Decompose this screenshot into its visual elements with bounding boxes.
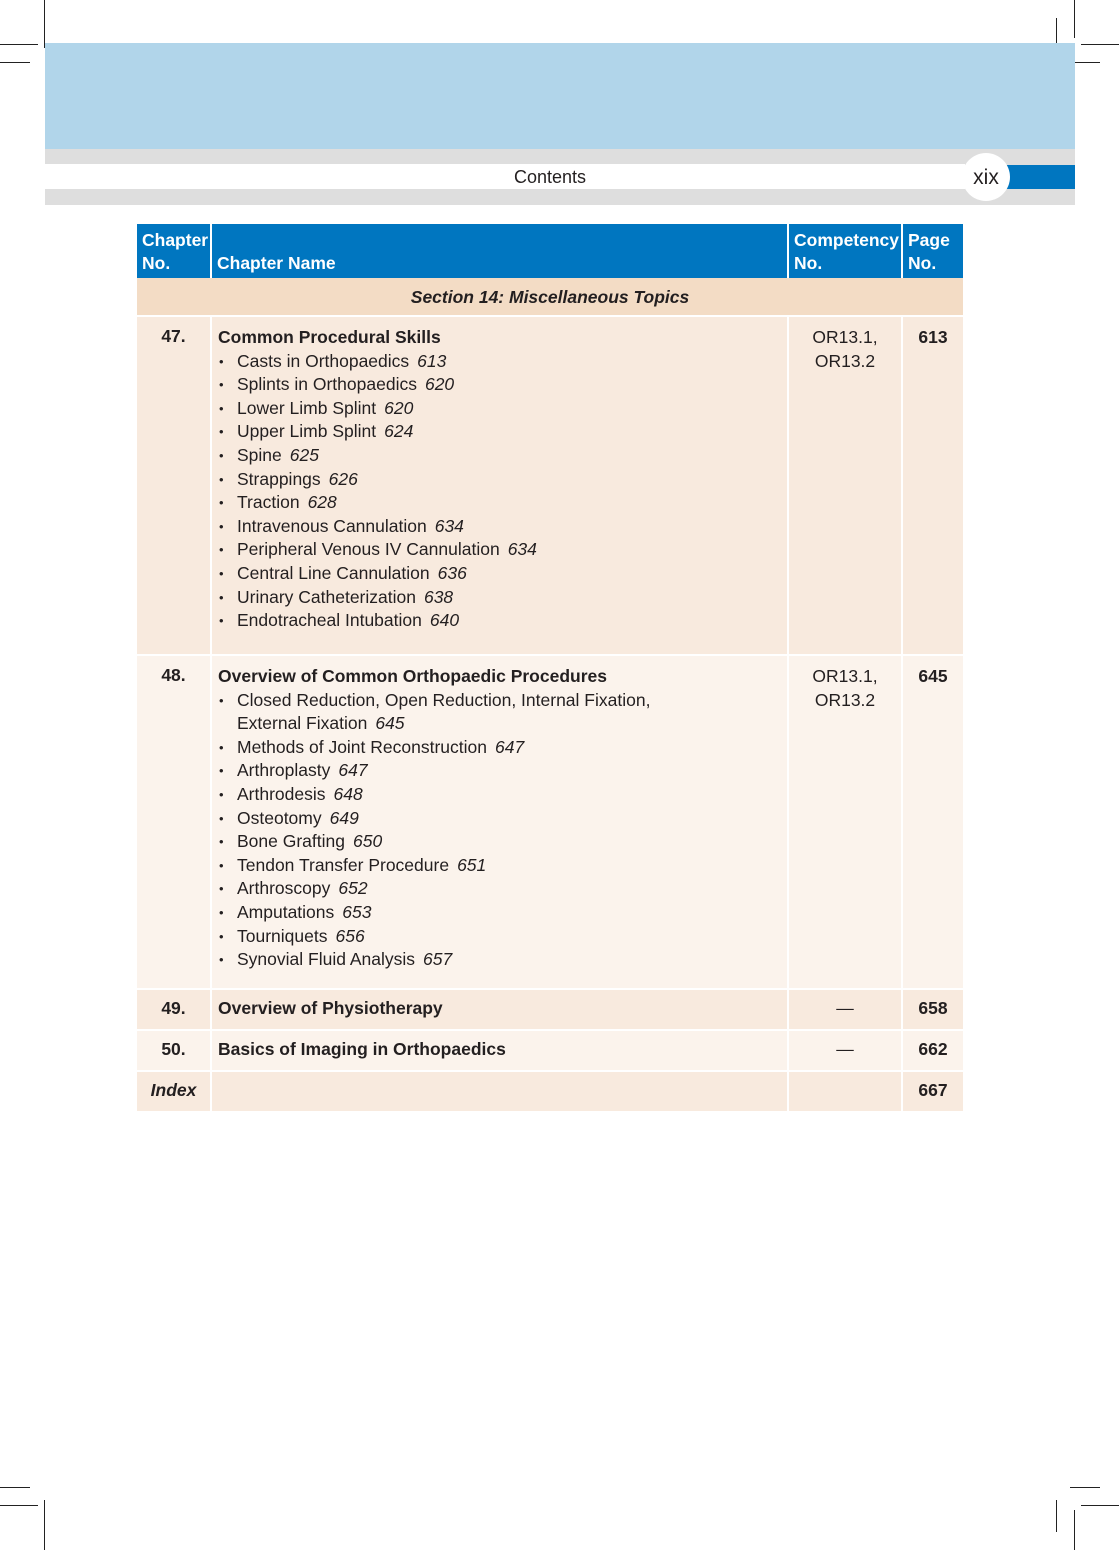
list-item xyxy=(218,420,787,444)
list-item xyxy=(218,397,787,421)
topic-name: Arthrodesis xyxy=(237,783,326,804)
competency-code: OR13.2 xyxy=(814,689,876,710)
list-item xyxy=(218,350,787,374)
topic-list xyxy=(218,350,787,633)
list-item xyxy=(218,491,787,515)
list-item xyxy=(218,689,787,736)
topic-page: 628 xyxy=(307,492,337,513)
topic-page: 651 xyxy=(457,854,487,875)
list-item xyxy=(218,783,787,807)
topic-page: 648 xyxy=(333,783,363,804)
crop-mark xyxy=(0,44,38,45)
table-row xyxy=(137,1029,963,1070)
topic-name: Amputations xyxy=(237,901,335,922)
topic-name: Lower Limb Splint xyxy=(237,397,377,418)
header-text: No. xyxy=(142,253,171,273)
section-title: Section 14: Miscellaneous Topics xyxy=(137,278,963,317)
topic-page: 613 xyxy=(417,350,447,371)
competency-code: OR13.1, xyxy=(812,327,878,347)
list-item xyxy=(218,830,787,854)
topic-page: 657 xyxy=(423,949,453,970)
chapter-number: 49. xyxy=(137,990,212,1029)
topic-page: 634 xyxy=(434,515,464,536)
topic-page: 638 xyxy=(423,586,454,607)
page-number: xix xyxy=(962,153,1010,201)
topic-name: Bone Grafting xyxy=(237,831,345,852)
topic-name: Tendon Transfer Procedure xyxy=(237,854,450,875)
list-item xyxy=(218,948,787,972)
list-item xyxy=(218,373,787,397)
chapter-page xyxy=(903,656,963,988)
list-item xyxy=(218,515,787,539)
empty-cell xyxy=(212,1072,789,1111)
header-text: Competency xyxy=(794,230,900,250)
chapter-page: 662 xyxy=(918,1039,948,1059)
list-item xyxy=(218,562,787,586)
header-text: Chapter Name xyxy=(217,253,336,273)
topic-page: 634 xyxy=(507,539,537,560)
list-item xyxy=(218,736,787,760)
topic-page: 652 xyxy=(338,878,368,899)
crop-mark xyxy=(0,1505,38,1506)
crop-mark xyxy=(1074,1510,1075,1550)
table-row xyxy=(137,988,963,1029)
competency-cell xyxy=(789,317,903,654)
chapter-page: 658 xyxy=(918,998,948,1018)
header-band xyxy=(45,43,1075,149)
index-label: Index xyxy=(137,1072,212,1111)
topic-page: 636 xyxy=(437,562,467,583)
list-item xyxy=(218,877,787,901)
topic-page: 649 xyxy=(329,807,359,828)
topic-name: Spine xyxy=(237,444,282,465)
topic-page: 626 xyxy=(328,468,358,489)
list-item xyxy=(218,925,787,949)
topic-name: Central Line Cannulation xyxy=(237,562,430,583)
page-number-text: 645 xyxy=(918,666,948,686)
column-header-chapter-no xyxy=(137,224,212,278)
topic-name: • Closed Reduction, Open Reduction, Internal Fixation, xyxy=(237,689,651,710)
crop-mark xyxy=(1081,44,1119,45)
topic-name: Urinary Catheterization xyxy=(237,586,416,607)
running-title: Contents xyxy=(513,167,587,187)
topic-name: Synovial Fluid Analysis xyxy=(237,949,415,970)
topic-page: 640 xyxy=(429,610,460,631)
topic-page: 647 xyxy=(338,760,368,781)
topic-page: 645 xyxy=(375,713,405,734)
crop-mark xyxy=(44,1500,45,1550)
topic-name: Traction xyxy=(237,492,300,513)
column-header-page xyxy=(903,224,963,278)
list-item xyxy=(218,759,787,783)
topic-list xyxy=(218,689,787,972)
topic-page: 656 xyxy=(335,925,365,946)
header-text: No. xyxy=(794,253,823,273)
index-row xyxy=(137,1070,963,1111)
crop-mark xyxy=(0,1487,30,1488)
crop-mark xyxy=(1074,0,1075,38)
topic-name: Strappings xyxy=(237,468,321,489)
header-text: Page xyxy=(908,230,950,250)
topic-page: 625 xyxy=(289,444,319,465)
empty-cell xyxy=(789,1072,903,1111)
index-page: 667 xyxy=(918,1080,948,1100)
list-item xyxy=(218,901,787,925)
list-item xyxy=(218,609,787,633)
chapter-title: Overview of Common Orthopaedic Procedures xyxy=(218,666,607,686)
topic-name: Methods of Joint Reconstruction xyxy=(237,736,487,757)
competency-code: OR13.1, xyxy=(812,666,878,686)
crop-mark xyxy=(44,0,45,48)
topic-name: Osteotomy xyxy=(237,807,322,828)
topic-page: 650 xyxy=(352,831,383,852)
table-header-row xyxy=(137,224,963,278)
contents-table xyxy=(137,224,963,1111)
topic-name: Intravenous Cannulation xyxy=(237,515,427,536)
topic-name: Splints in Orthopaedics xyxy=(237,374,417,395)
topic-name: Arthroplasty xyxy=(237,760,331,781)
list-item xyxy=(218,854,787,878)
topic-name: Peripheral Venous IV Cannulation xyxy=(237,539,500,560)
column-header-chapter-name xyxy=(212,224,789,278)
table-row xyxy=(137,654,963,988)
column-header-competency xyxy=(789,224,903,278)
topic-page: 624 xyxy=(384,421,414,442)
competency-dash: — xyxy=(789,1031,903,1070)
topic-name: External Fixation xyxy=(237,713,368,734)
competency-dash: — xyxy=(789,990,903,1029)
competency-code: OR13.2 xyxy=(814,350,876,371)
topic-name: Upper Limb Splint xyxy=(237,421,377,442)
crop-mark xyxy=(1081,1505,1119,1506)
crop-mark xyxy=(1056,1500,1057,1532)
topic-page: 620 xyxy=(384,397,414,418)
header-text: No. xyxy=(908,253,937,273)
competency-cell xyxy=(789,656,903,988)
list-item xyxy=(218,586,787,610)
chapter-number: 47. xyxy=(137,317,212,654)
topic-name: Tourniquets xyxy=(237,925,328,946)
chapter-title: Overview of Physiotherapy xyxy=(212,990,789,1029)
header-text: Chapter xyxy=(142,230,209,250)
topic-page: 653 xyxy=(342,901,372,922)
crop-mark xyxy=(0,62,30,63)
crop-mark xyxy=(1070,1487,1100,1488)
page-number-text: 613 xyxy=(918,327,948,347)
chapter-cell xyxy=(212,317,789,654)
table-row xyxy=(137,317,963,654)
chapter-title: Common Procedural Skills xyxy=(218,327,441,347)
list-item xyxy=(218,538,787,562)
list-item xyxy=(218,468,787,492)
topic-name: Endotracheal Intubation xyxy=(237,610,422,631)
chapter-number: 48. xyxy=(137,656,212,988)
chapter-page xyxy=(903,317,963,654)
chapter-title: Basics of Imaging in Orthopaedics xyxy=(212,1031,789,1070)
topic-page: 620 xyxy=(424,374,455,395)
chapter-number: 50. xyxy=(137,1031,212,1070)
list-item xyxy=(218,807,787,831)
topic-name: Casts in Orthopaedics xyxy=(237,350,410,371)
topic-page: 647 xyxy=(495,736,525,757)
topic-name: Arthroscopy xyxy=(237,878,331,899)
chapter-cell xyxy=(212,656,789,988)
list-item xyxy=(218,444,787,468)
